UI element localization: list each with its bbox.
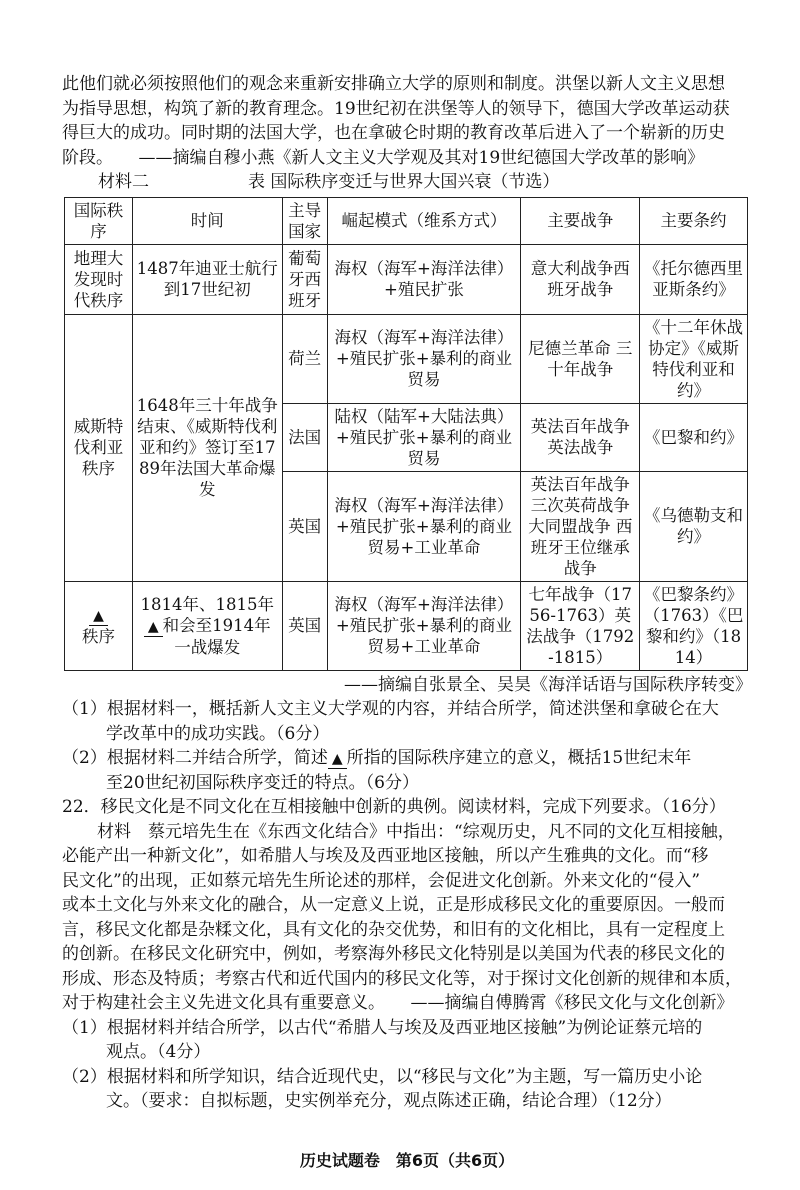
table-source: ——摘编自张景全、吴昊《海洋话语与国际秩序转变》 — [344, 674, 752, 695]
q22-material-line: 对于构建社会主义先进文化具有重要意义。 ——摘编自傅腾霄《移民文化与文化创新》 — [62, 993, 734, 1013]
country-cell: 法国 — [282, 403, 327, 471]
country-cell: 荷兰 — [282, 314, 327, 403]
page-footer: 历史试题卷 第6页（共6页） — [299, 1150, 515, 1170]
material1-line: 为指导思想，构筑了新的教育理念。19世纪初在洪堡等人的领导下，德国大学改革运动获 — [62, 98, 730, 119]
wars-cell: 七年战争（1756-1763）英法战争（1792-1815） — [521, 581, 640, 670]
treaty-cell: 《乌德勒支和约》 — [640, 471, 748, 581]
treaty-cell: 《十二年休战协定》《威斯特伐利亚和约》 — [640, 314, 748, 403]
blank-triangle-marker: ▲ — [144, 618, 163, 637]
q22-material-line: 民文化”的出现，正如蔡元培先生所论述的那样，会促进文化创新。外来文化的“侵入” — [62, 870, 701, 891]
wars-cell: 英法百年战争 英法战争 — [521, 403, 640, 471]
wars-cell: 意大利战争西班牙战争 — [521, 244, 640, 314]
international-order-table — [64, 197, 748, 671]
time-cell — [132, 581, 282, 670]
header-cell: 时间 — [132, 197, 282, 244]
treaty-cell: 《托尔德西里亚斯条约》 — [640, 244, 748, 314]
q22-material-line: 或本土文化与外来文化的融合，从一定意义上说，正是形成移民文化的重要原因。一般而 — [62, 895, 725, 915]
time-cell: 1648年三十年战争结束、《威斯特伐利亚和约》签订至1789年法国大革命爆发 — [132, 314, 282, 581]
table-row — [65, 244, 748, 314]
table-caption: 表 国际秩序变迁与世界大国兴衰（节选） — [248, 172, 560, 192]
order-cell: 地理大发现时代秩序 — [65, 244, 133, 314]
q22-material-line: 言，移民文化都是杂糅文化，具有文化的杂交优势，和旧有的文化相比，具有一定程度上 — [62, 919, 725, 940]
q22-material-line: 材料 蔡元培先生在《东西文化结合》中指出：“综观历史，凡不同的文化互相接触， — [97, 821, 735, 842]
q22-title: 22．移民文化是不同文化在互相接触中创新的典例。阅读材料，完成下列要求。（16分） — [62, 797, 726, 817]
time-text: 1814年、1815年 — [140, 594, 275, 614]
order-suffix: 秩序 — [81, 627, 115, 646]
table-row — [65, 581, 748, 670]
q21-2-cont: 至20世纪初国际秩序变迁的特点。（6分） — [106, 772, 419, 793]
mode-cell: 海权（海军+海洋法律）+殖民扩张+暴利的商业贸易 — [327, 314, 521, 403]
q21-2-text: 所指的国际秩序建立的意义，概括15世纪末年 — [346, 748, 692, 768]
order-cell: 威斯特伐利亚秩序 — [65, 314, 133, 581]
header-cell: 主导国家 — [282, 197, 327, 244]
header-cell: 国际秩序 — [65, 197, 133, 244]
q21-1-cont: 学改革中的成功实践。（6分） — [106, 723, 330, 744]
order-cell — [65, 581, 133, 670]
q22-material-line: 形成、形态及特质；考察古代和近代国内的移民文化等，对于探讨文化创新的规律和本质， — [62, 968, 742, 989]
table-caption-row — [62, 170, 752, 195]
blank-triangle-marker: ▲ — [328, 750, 347, 769]
q22-1: （1）根据材料并结合所学，以古代“希腊人与埃及及西亚地区接触”为例论证蔡元培的 — [62, 1017, 703, 1038]
q21-1: （1）根据材料一，概括新人文主义大学观的内容，并结合所学，简述洪堡和拿破仑在大 — [62, 699, 719, 719]
mode-cell: 陆权（陆军+大陆法典）+殖民扩张+暴利的商业贸易 — [327, 403, 521, 471]
q21-2-text: （2）根据材料二并结合所学，简述 — [62, 748, 328, 768]
mode-cell: 海权（海军+海洋法律）+殖民扩张+暴利的商业贸易+工业革命 — [327, 581, 521, 670]
header-cell: 主要条约 — [640, 197, 748, 244]
wars-cell: 英法百年战争 三次英荷战争 大同盟战争 西班牙王位继承战争 — [521, 471, 640, 581]
q21-2 — [62, 746, 752, 771]
country-cell: 葡萄牙西班牙 — [282, 244, 327, 314]
q22-2-cont: 文。（要求：自拟标题，史实例举充分，观点陈述正确，结论合理）（12分） — [106, 1091, 672, 1111]
q22-1-cont: 观点。（4分） — [106, 1042, 211, 1062]
blank-triangle-marker: ▲ — [89, 607, 108, 626]
header-cell: 主要战争 — [521, 197, 640, 244]
material2-label: 材料二 — [98, 172, 149, 192]
time-text: 和会至1914年一战爆发 — [162, 615, 271, 657]
table-row — [65, 314, 748, 403]
q22-material-line: 必能产出一种新文化”，如希腊人与埃及及西亚地区接触，所以产生雅典的文化。而“移 — [62, 846, 709, 866]
wars-cell: 尼德兰革命 三十年战争 — [521, 314, 640, 403]
q22-2: （2）根据材料和所学知识，结合近现代史，以“移民与文化”为主题，写一篇历史小论 — [62, 1066, 703, 1087]
mode-cell: 海权（海军+海洋法律）+殖民扩张 — [327, 244, 521, 314]
treaty-cell: 《巴黎和约》 — [640, 403, 748, 471]
country-cell: 英国 — [282, 581, 327, 670]
material1-source: 阶段。 ——摘编自穆小燕《新人文主义大学观及其对19世纪德国大学改革的影响》 — [62, 147, 705, 168]
page-content — [62, 0, 752, 1172]
header-cell: 崛起模式（维系方式） — [327, 197, 521, 244]
table-header-row — [65, 197, 748, 244]
material1-line: 得巨大的成功。同时期的法国大学，也在拿破仑时期的教育改革后进入了一个崭新的历史 — [62, 123, 725, 143]
country-cell: 英国 — [282, 471, 327, 581]
time-cell: 1487年迪亚士航行到17世纪初 — [132, 244, 282, 314]
material1-line: 此他们就必须按照他们的观念来重新安排确立大学的原则和制度。洪堡以新人文主义思想 — [62, 74, 725, 94]
q22-material-line: 的创新。在移民文化研究中，例如，考察海外移民文化特别是以美国为代表的移民文化的 — [62, 944, 725, 964]
treaty-cell: 《巴黎条约》（1763）《巴黎和约》（1814） — [640, 581, 748, 670]
mode-cell: 海权（海军+海洋法律）+殖民扩张+暴利的商业贸易+工业革命 — [327, 471, 521, 581]
